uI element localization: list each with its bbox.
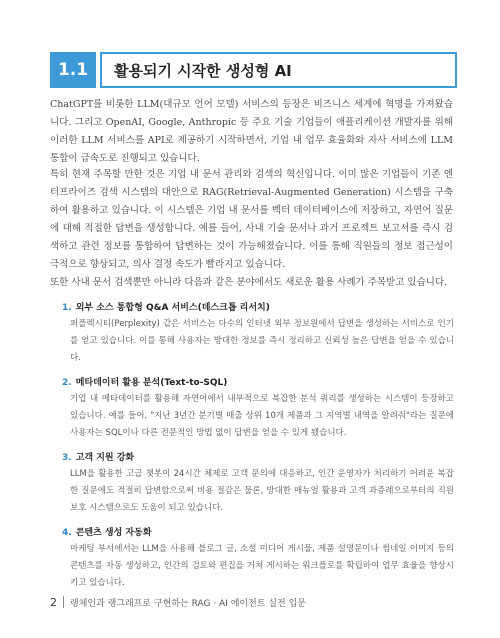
list-item-heading: 고객 지원 강화 [75, 453, 135, 463]
list-item-number: 2. [62, 378, 72, 388]
page-footer [50, 594, 306, 610]
list-item-number: 4. [62, 528, 72, 538]
paragraph-3: 또한 사내 문서 검색뿐만 아니라 다음과 같은 분야에서도 새로운 활용 사례가 주목받고 있습니다. [50, 277, 448, 288]
list-item-heading: 콘텐츠 생성 자동화 [75, 528, 152, 538]
list-item [62, 300, 454, 367]
list-item-heading: 메타데이터 활용 분석(Text-to-SQL) [75, 378, 228, 388]
footer-divider [63, 596, 64, 608]
list-item-heading: 외부 소스 통합형 Q&A 서비스(데스크톱 리서치) [75, 303, 270, 313]
list-item [62, 525, 454, 592]
list-item-title [62, 300, 454, 316]
list-item-title [62, 525, 454, 541]
use-case-list [62, 300, 454, 600]
paragraph-2: 특히 현재 주목할 만한 것은 기업 내 문서 관리와 검색의 혁신입니다. 이미 많은 기업들이 기존 엔터프라이즈 검색 시스템의 대안으로 RAG(Retrieval-Augmented Generation) 시스템을 구축하여 활용하고 있습니다. 이 시스템은 기업 내 문서를 벡터 데이터베이스에 저장하고, 자연어 질문에 대해 적절한 답변을 생성합니다. 예를 들어, 사내 기술 문서나 과거 프로젝트 보고서를 즉시 검색하고 관련 정보를 통합하여 답변하는 것이 가능해졌습니다. 이를 통해 직원들의 정보 접근성이 극적으로 향상되고, 의사 결정 속도가 빨라지고 있습니다. [50, 169, 453, 270]
list-item [62, 450, 454, 517]
list-item-number: 1. [62, 303, 72, 313]
paragraph-1: ChatGPT를 비롯한 LLM(대규모 언어 모델) 서비스의 등장은 비즈니스 세계에 혁명을 가져왔습니다. 그리고 OpenAI, Google, Anthropic 등 주요 기술 기업들이 애플리케이션 개발자를 위해 이러한 LLM 서비스를 API로 제공하기 시작하면서, 기업 내 업무 효율화와 자사 서비스에 LLM 통합이 급속도로 진행되고 있습니다. [50, 99, 453, 164]
list-item-title [62, 450, 454, 466]
section-title: 활용되기 시작한 생성형 AI [114, 61, 292, 80]
list-item-title [62, 375, 454, 391]
page-number: 2 [50, 595, 57, 609]
list-item-number: 3. [62, 453, 72, 463]
list-item [62, 375, 454, 442]
list-item-body: 기업 내 메타데이터를 활용해 자연어에서 내부적으로 복잡한 분석 쿼리를 생성하는 시스템이 등장하고 있습니다. 예를 들어, "지난 3년간 분기별 매출 상위 10개 제품과 그 지역별 내역을 알려줘"라는 질문에 사용자는 SQL이나 다른 전문적인 방법 없이 답변을 얻을 수 있게 됐습니다. [70, 394, 454, 438]
list-item-body: 마케팅 부서에서는 LLM을 사용해 블로그 글, 소셜 미디어 게시물, 제품 설명문이나 썸네일 이미지 등의 콘텐츠를 자동 생성하고, 인간의 검토와 편집을 거쳐 게시하는 워크플로를 확립하여 업무 효율을 향상시키고 있습니다. [70, 544, 454, 588]
section-number: 1.1 [50, 52, 96, 88]
section-header [50, 52, 457, 88]
list-item-body: 퍼플렉시티(Perplexity) 같은 서비스는 다수의 인터넷 외부 정보원에서 답변을 생성하는 서비스로 인기를 얻고 있습니다. 이를 통해 사용자는 방대한 정보를 즉시 정리하고 신뢰성 높은 답변을 얻을 수 있습니다. [70, 319, 454, 363]
list-item-body: LLM을 활용한 고급 챗봇이 24시간 체제로 고객 문의에 대응하고, 인간 운영자가 처리하기 어려운 복잡한 질문에도 적절히 답변함으로써 비용 절감은 물론, 방대한 매뉴얼 활용과 고객 과증례으로부터의 직원 보호 시스템으로도 도움이 되고 있습니다. [70, 469, 454, 513]
book-title: 랭체인과 랭그래프로 구현하는 RAG · AI 에이전트 실전 입문 [70, 598, 306, 609]
